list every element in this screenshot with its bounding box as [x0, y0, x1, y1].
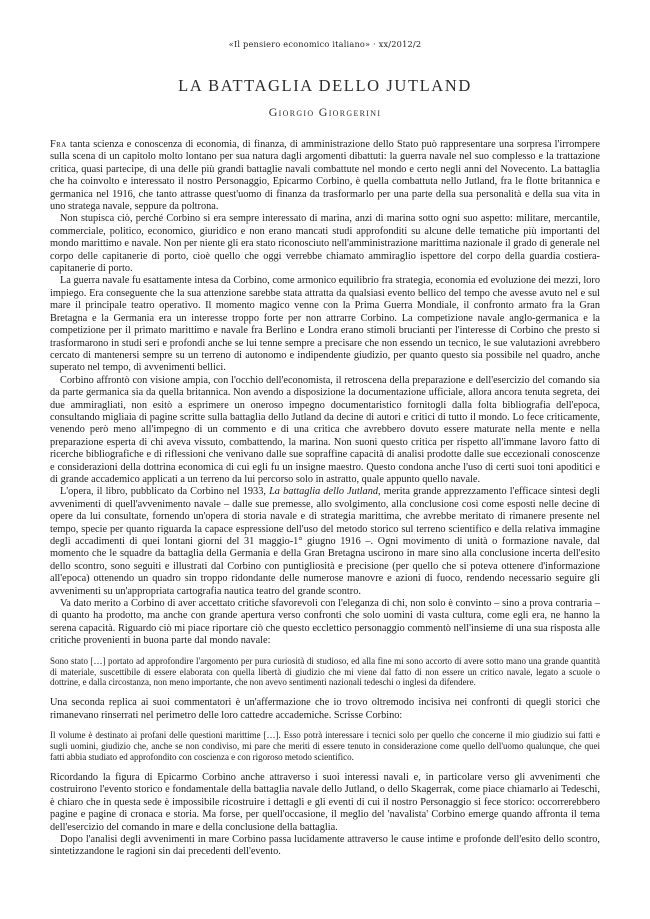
book-title: La battaglia dello Jutland	[269, 486, 378, 498]
block-quote-2: Il volume è destinato ai profani delle questioni marittime […]. Esso potrà interessare i tecnici solo per quello che concerne il mio giudizio sui fatti e sugli uomini, giudizio che, anche se non condiviso, mi pare che meriti di essere tenuto in considerazione come quello dell'uomo qualunque, che quei fatti abbia studiato ed approfondito con coscienza e con rigoroso metodo scientifico.	[50, 730, 600, 762]
article-body	[50, 139, 600, 859]
paragraph-5-text-b: , merita grande apprezzamento l'efficace sintesi degli avvenimenti di quell'avvenimento navale – dalle sue premesse, allo svolgimento, alla conclusione così come esposti nelle decine di opere da lui consultate, fornendo un'opera di storia navale e di strategia marittima, che avrebbe meritato di rimanere presente nel tempo, specie per quanto riguarda la capace espressione dell'uso del metodo storico sul terreno scientifico e della relativa immagine degli accadimenti di quei lontani giorni del 31 maggio-1° giugno 1916 –. Ogni movimento di unità o formazione navale, dal momento che le squadre da battaglia della Germania e della Gran Bretagna uscirono in mare sino alla conclusione incerta dell'esito dello scontro, sono seguiti e illustrati dal Corbino con puntigliosità e precisione (per quello che si poteva ottenere d'informazione all'epoca) ottenendo un quadro sin troppo ridondante delle numerose manovre e azioni di fuoco, rendendo necessario seguire gli avvenimenti su un'appropriata cartografia nautica teatro del grande scontro.	[50, 486, 600, 597]
paragraph-2: Non stupisca ciò, perché Corbino si era sempre interessato di marina, anzi di marina sotto ogni suo aspetto: militare, mercantile, commerciale, politico, economico, giuridico e non erano mancati studi approfonditi su alcune delle tematiche più importanti del mondo marittimo e navale. Non per niente gli era stato riconosciuto nell'amministrazione marittima nazionale il grado di generale nel corpo delle capitanerie di porto, cioè quello che oggi verrebbe chiamato ammiraglio ispettore del corpo della guardia costiera-capitanerie di porto.	[50, 213, 600, 275]
paragraph-7: Una seconda replica ai suoi commentatori è un'affermazione che io trovo oltremodo incisiva nei confronti di quegli storici che rimanevano rinserrati nel perimetro delle loro cattedre accademiche. Scrisse Corbino:	[50, 697, 600, 721]
paragraph-6: Va dato merito a Corbino di aver accettato critiche sfavorevoli con l'eleganza di chi, non solo è convinto – sino a prova contraria – di quanto ha prodotto, ma anche con grande apertura verso confronti che solo uomini di vasta cultura, come egli era, ne hanno la serena capacità. Riguardo ciò mi piace riportare ciò che questo ecclettico personaggio commentò nell'insieme di una sua risposta alle critiche provenienti in buona parte dal mondo navale:	[50, 598, 600, 647]
paragraph-3: La guerra navale fu esattamente intesa da Corbino, come armonico equilibrio fra strategia, economia ed evoluzione dei mezzi, loro impiego. Era conseguente che la sua attenzione sarebbe stata attratta da qualsiasi evento bellico del tempo che avesse avuto nel e sul mare il principale teatro operativo. Il momento magico venne con la Prima Guerra Mondiale, il confronto armato fra la Gran Bretagna e la Germania era un interesse troppo forte per non attrarre Corbino. La competizione navale anglo-germanica e la competizione per il primato marittimo e navale fra Berlino e Londra erano stimoli brucianti per l'interesse di Corbino che presto si trasformarono in studi seri e profondi anche se lui tenne sempre a precisare che non essendo un tecnico, le sue valutazioni avrebbero cercato di mantenersi sempre su un terreno di autonomo e indipendente giudizio, per quanto questo sia possibile nel quadro, anche superato nel tempo, di avvenimenti bellici.	[50, 275, 600, 374]
running-header: «Il pensiero economico italiano» · xx/2012/2	[228, 39, 422, 49]
paragraph-1	[50, 139, 600, 213]
lead-in-word: Fra	[50, 139, 67, 150]
article-author: Giorgio Giorgerini	[268, 105, 382, 119]
paragraph-8: Ricordando la figura di Epicarmo Corbino anche attraverso i suoi interessi navali e, in particolare verso gli avvenimenti che costruirono l'evento storico e fondamentale della battaglia navale dello Jutland, o dello Skagerrak, come piace chiamarlo ai Tedeschi, è chiaro che in questa sede è impossibile ricostruire i dettagli e gli eventi di cui il nostro Personaggio si fece storico: occorrerebbero pagine e pagine di cronaca e storia. Ma forse, per quell'occasione, il meglio del 'navalista' Corbino emerge quando affronta il tema dell'esercizio del comando in mare e della conclusione della battaglia.	[50, 771, 600, 833]
paragraph-5	[50, 486, 600, 598]
block-quote-1: Sono stato […] portato ad approfondire l'argomento per pura curiosità di studioso, ed alla fine mi sono accorto di avere sotto mano una grande quantità di materiale, suscettibile di essere elaborata con quella libertà di giudizio che mi viene dal fatto di non essere un critico navale, legato a scuole o dottrine, e dalla circostanza, non meno importante, che non avevo sentimenti nazionali tedeschi o inglesi da difendere.	[50, 655, 600, 688]
paragraph-9: Dopo l'analisi degli avvenimenti in mare Corbino passa lucidamente attraverso le cause intime e profonde dell'esito dello scontro, sintetizzandone le ragioni sin dai precedenti dell'evento.	[50, 833, 600, 858]
paragraph-5-text-a: L'opera, il libro, pubblicato da Corbino nel 1933,	[60, 486, 270, 498]
article-title: LA BATTAGLIA DELLO JUTLAND	[178, 76, 472, 95]
paragraph-4: Corbino affrontò con visione ampia, con l'occhio dell'economista, il retroscena della preparazione e dell'esercizio del comando sia da parte germanica sia da quella britannica. Non avendo a disposizione la documentazione ufficiale, allora ancora tenuta segreta, dei due ammiragliati, non esitò a esprimere un oneroso impegno documentaristico fornitogli dalla folta bibliografia dell'epoca, consultando migliaia di pagine scritte sulla battaglia dello Jutland da decine di autori e critici di tutto il mondo. Lo fece criticamente, venendo però meno all'impegno di un commento e di una critica che avrebbero dovuto essere maturate nella mente e nella preparazione esperta di chi aveva vissuto, combattendo, la marina. Non suoni questo critica per rispetto all'immane lavoro fatto di ricerche bibliografiche e di riflessioni che venivano dalle sue sopraffine capacità di analisi prodotte dalle sue eccezionali conoscenze e considerazioni della dottrina economica di cui egli fu un insigne maestro. Questo condona anche l'uso di certi suoi toni apoditici e di grande accademico applicati a un terreno da lui percorso solo in astratto, quale appunto quello navale.	[50, 374, 600, 485]
paragraph-1-text: tanta scienza e conoscenza di economia, di finanza, di amministrazione dello Stato può rappresentare una sorpresa l'irrompere sulla scena di un capitolo molto lontano per sua natura dagli argomenti dibattuti: la guerra navale nel suo complesso e la trattazione critica, quasi partecipe, di una delle più grandi battaglie navali combattute nel mondo e certo negli anni del Novecento. La battaglia che ha coinvolto e interessato il nostro Personaggio, Epicarmo Corbino, è quella combattuta nello Jutland, fra le flotte britannica e germanica nel 1916, che tanto attrasse quest'uomo di finanza da trasformarlo per una parte della sua personalità e della sua vita in uno stratega navale, seppure da poltrona.	[50, 139, 600, 213]
